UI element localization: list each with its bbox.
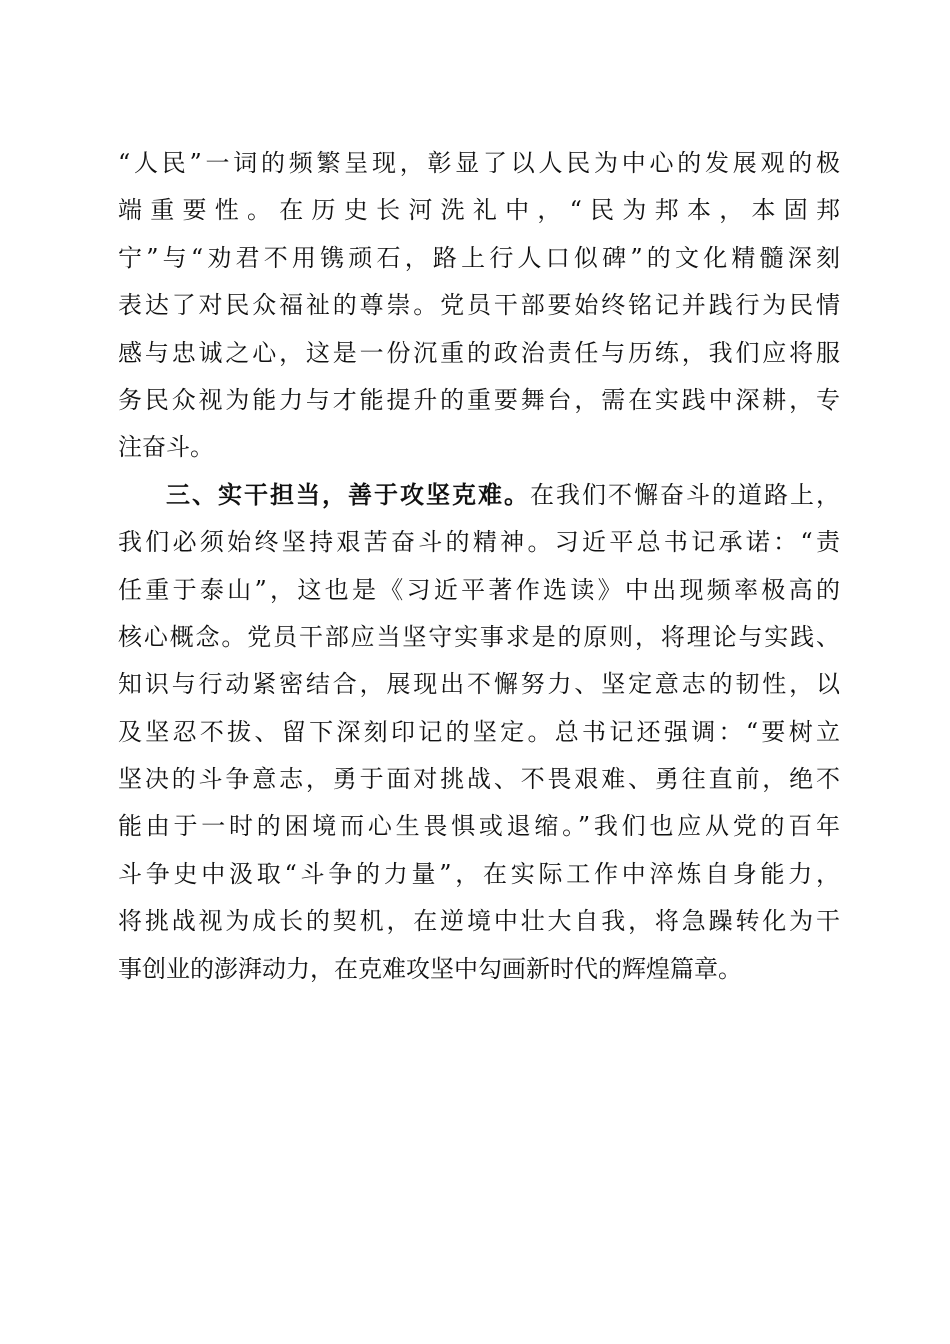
paragraph-line: 任重于泰山”，这也是《习近平著作选读》中出现频率极高的 bbox=[118, 575, 840, 604]
paragraph-first-line bbox=[118, 472, 840, 519]
paragraph-line: 端重要性。在历史长河洗礼中，“民为邦本，本固邦 bbox=[118, 196, 840, 225]
paragraph-line: 务民众视为能力与才能提升的重要舞台，需在实践中深耕，专 bbox=[118, 385, 840, 414]
section-heading: 三、实干担当，善于攻坚克难。 bbox=[166, 480, 530, 509]
paragraph-line: “人民”一词的频繁呈现，彰显了以人民为中心的发展观的极 bbox=[118, 149, 840, 177]
paragraph-line: 及坚忍不拔、留下深刻印记的坚定。总书记还强调：“要树立 bbox=[118, 717, 840, 746]
paragraph-line: 知识与行动紧密结合，展现出不懈努力、坚定意志的韧性，以 bbox=[118, 670, 840, 699]
paragraph-line: 能由于一时的困境而心生畏惧或退缩。”我们也应从党的百年 bbox=[118, 812, 840, 841]
paragraph-line: 事创业的澎湃动力，在克难攻坚中勾画新时代的辉煌篇章。 bbox=[118, 954, 742, 983]
paragraph-line: 将挑战视为成长的契机，在逆境中壮大自我，将急躁转化为干 bbox=[118, 907, 840, 936]
paragraph-hard-work bbox=[118, 472, 840, 993]
heading-line-rest: 在我们不懈奋斗的道路上， bbox=[530, 480, 840, 509]
paragraph-line: 注奋斗。 bbox=[118, 433, 214, 462]
paragraph-line: 我们必须始终坚持艰苦奋斗的精神。习近平总书记承诺：“责 bbox=[118, 528, 840, 557]
paragraph-line: 感与忠诚之心，这是一份沉重的政治责任与历练，我们应将服 bbox=[118, 338, 840, 367]
paragraph-line: 斗争史中汲取“斗争的力量”，在实际工作中淬炼自身能力， bbox=[118, 859, 840, 888]
paragraph-line: 坚决的斗争意志，勇于面对挑战、不畏艰难、勇往直前，绝不 bbox=[118, 765, 840, 794]
document-body bbox=[118, 140, 840, 993]
paragraph-line: 表达了对民众福祉的尊崇。党员干部要始终铭记并践行为民情 bbox=[118, 291, 840, 320]
paragraph-people-centered bbox=[118, 140, 840, 472]
paragraph-line: 宁”与“劝君不用镌顽石，路上行人口似碑”的文化精髓深刻 bbox=[118, 243, 840, 272]
paragraph-line: 核心概念。党员干部应当坚守实事求是的原则，将理论与实践、 bbox=[118, 622, 840, 651]
